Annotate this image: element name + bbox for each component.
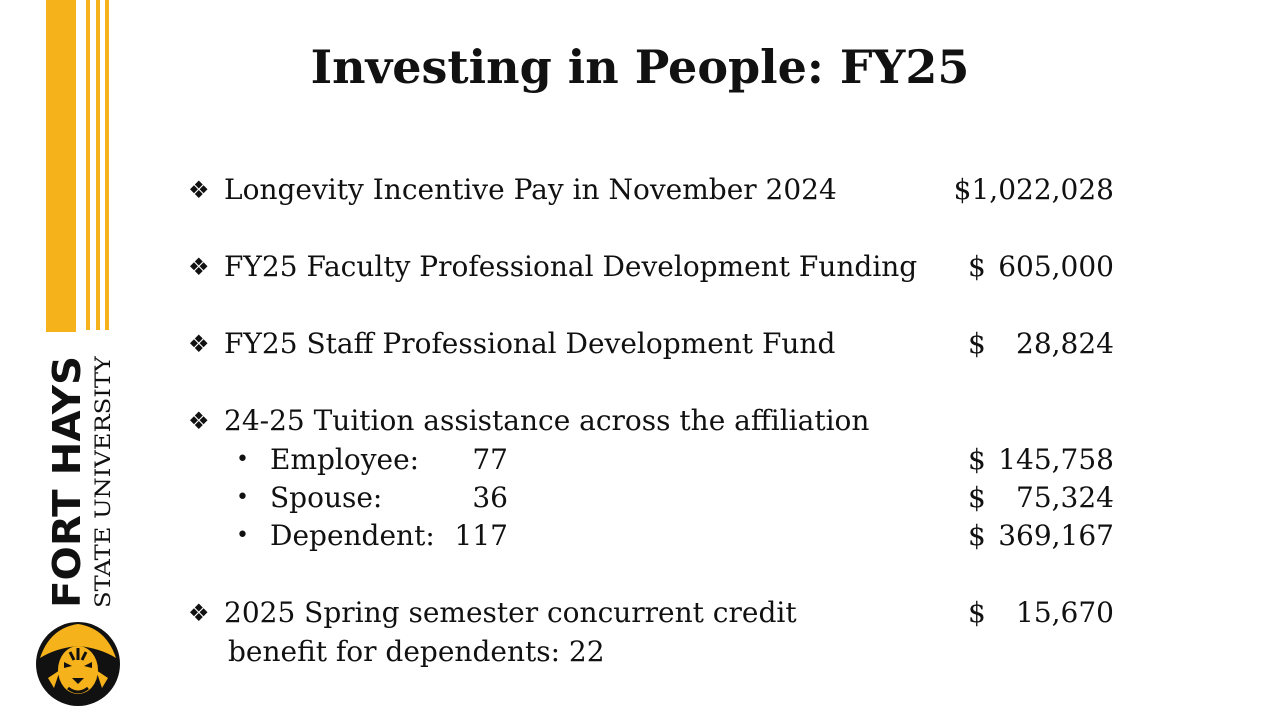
- sub-list-item: [0, 516, 1280, 556]
- diamond-bullet-icon: ❖: [188, 330, 210, 358]
- sub-item-count: 117: [454, 519, 508, 552]
- item-currency: $: [968, 327, 986, 360]
- sub-item-currency: $: [968, 481, 986, 514]
- wordmark-line-2: STATE UNIVERSITY: [91, 389, 115, 608]
- dot-bullet-icon: •: [236, 523, 249, 548]
- diamond-bullet-icon: ❖: [188, 253, 210, 281]
- sub-item-currency: $: [968, 519, 986, 552]
- dot-bullet-icon: •: [236, 447, 249, 472]
- item-label: 24-25 Tuition assistance across the affiliation: [224, 404, 870, 437]
- item-amount: 15,670: [1016, 596, 1114, 629]
- sub-item-amount: 369,167: [998, 519, 1114, 552]
- sub-item-count: 77: [472, 443, 508, 476]
- item-label: FY25 Faculty Professional Development Funding: [224, 250, 918, 283]
- sub-item-label: Spouse:: [270, 481, 383, 514]
- item-label: FY25 Staff Professional Development Fund: [224, 327, 836, 360]
- dot-bullet-icon: •: [236, 485, 249, 510]
- list-item: [0, 247, 1280, 287]
- sub-list-item: [0, 440, 1280, 480]
- sub-list-item: [0, 478, 1280, 518]
- sub-item-amount: 145,758: [998, 443, 1114, 476]
- diamond-bullet-icon: ❖: [188, 176, 210, 204]
- item-amount: 605,000: [998, 250, 1114, 283]
- list-item: [0, 170, 1280, 210]
- item-currency: $: [968, 596, 986, 629]
- list-item: [0, 401, 1280, 441]
- list-item-continuation: [0, 632, 1280, 672]
- sub-item-label: Employee:: [270, 443, 420, 476]
- item-label: 2025 Spring semester concurrent credit: [224, 596, 797, 629]
- sub-item-count: 36: [472, 481, 508, 514]
- page-title: Investing in People: FY25: [310, 40, 970, 94]
- sub-item-label: Dependent:: [270, 519, 435, 552]
- item-label: Longevity Incentive Pay in November 2024: [224, 173, 837, 206]
- item-label-continuation: benefit for dependents: 22: [228, 635, 605, 668]
- item-amount: 28,824: [1016, 327, 1114, 360]
- item-currency: $: [968, 250, 986, 283]
- list-item: [0, 324, 1280, 364]
- wordmark-line-1: FORT HAYS: [45, 370, 89, 608]
- sub-item-amount: 75,324: [1016, 481, 1114, 514]
- diamond-bullet-icon: ❖: [188, 599, 210, 627]
- item-amount: $1,022,028: [953, 173, 1114, 206]
- diamond-bullet-icon: ❖: [188, 407, 210, 435]
- sub-item-currency: $: [968, 443, 986, 476]
- list-item: [0, 593, 1280, 633]
